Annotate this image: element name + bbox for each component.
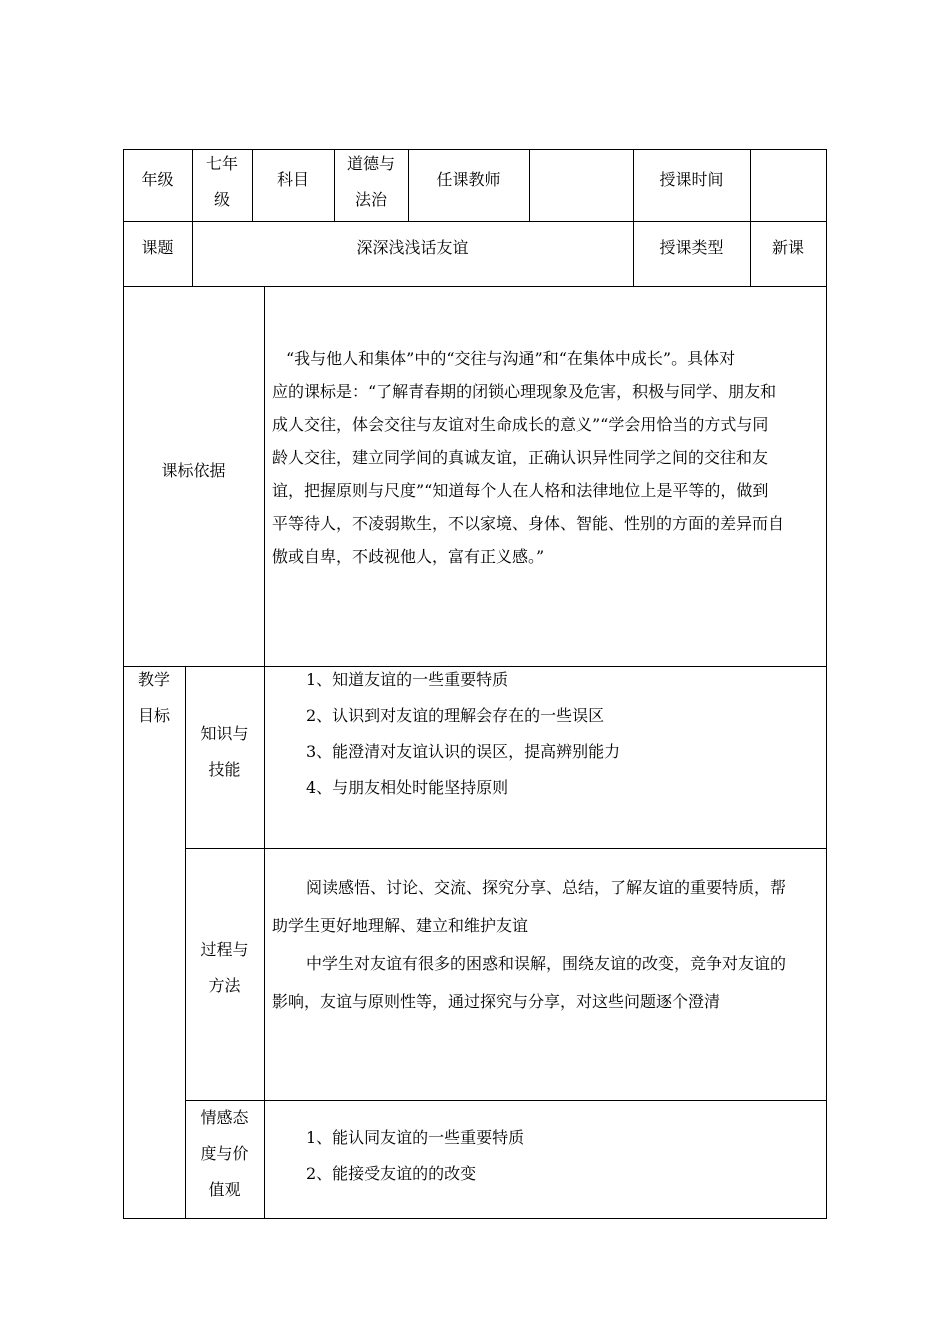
subject-value-line1: 道德与 xyxy=(346,154,395,173)
table-border-knowledge-bottom xyxy=(185,848,827,849)
table-border-right xyxy=(826,149,827,1219)
emotion-label-line3: 值观 xyxy=(208,1180,241,1199)
subject-value xyxy=(334,146,408,218)
process-label-line2: 方法 xyxy=(208,976,241,995)
teacher-label: 任课教师 xyxy=(436,170,501,189)
subject-label: 科目 xyxy=(276,170,309,189)
knowledge-item: 4、与朋友相处时能坚持原则 xyxy=(306,778,509,797)
row1-sep-5 xyxy=(529,149,530,221)
process-text xyxy=(272,869,822,1021)
topic-label: 课题 xyxy=(141,238,174,257)
topic-value: 深深浅浅话友谊 xyxy=(356,238,469,257)
type-label: 授课类型 xyxy=(659,238,724,257)
knowledge-item: 2、认识到对友谊的理解会存在的一些误区 xyxy=(306,706,605,725)
knowledge-label xyxy=(185,716,264,788)
basis-label: 课标依据 xyxy=(161,461,226,480)
basis-line-5: 谊，把握原则与尺度”“知道每个人在人格和法律地位上是平等的，做到 xyxy=(272,481,769,500)
basis-line-6: 平等待人，不凌弱欺生，不以家境、身体、智能、性别的方面的差异而自 xyxy=(272,514,785,533)
subject-value-line2: 法治 xyxy=(354,190,387,209)
emotion-label xyxy=(185,1100,264,1208)
emotion-label-line1: 情感态 xyxy=(200,1108,249,1127)
basis-line-4: 龄人交往，建立同学间的真诚友谊，正确认识异性同学之间的交往和友 xyxy=(272,448,769,467)
knowledge-item: 1、知道友谊的一些重要特质 xyxy=(306,670,509,689)
time-label: 授课时间 xyxy=(659,170,724,189)
table-border-row2 xyxy=(123,221,827,222)
grade-value xyxy=(192,146,252,218)
grade-value-line1: 七年 xyxy=(205,154,238,173)
process-line-4: 影响，友谊与原则性等，通过探究与分享，对这些问题逐个澄清 xyxy=(272,992,721,1011)
emotion-item: 1、能认同友谊的一些重要特质 xyxy=(306,1128,525,1147)
process-line-1: 阅读感悟、讨论、交流、探究分享、总结，了解友谊的重要特质，帮 xyxy=(306,878,787,897)
process-label xyxy=(185,932,264,1004)
basis-text xyxy=(272,342,822,573)
emotion-item: 2、能接受友谊的的改变 xyxy=(306,1164,477,1183)
emotion-label-line2: 度与价 xyxy=(200,1144,249,1163)
knowledge-label-line1: 知识与 xyxy=(200,724,249,743)
type-value: 新课 xyxy=(771,238,804,257)
grade-label: 年级 xyxy=(141,170,174,189)
grade-value-line2: 级 xyxy=(213,190,230,209)
basis-line-7: 傲或自卑，不歧视他人，富有正义感。” xyxy=(272,547,545,566)
knowledge-item: 3、能澄清对友谊认识的误区，提高辨别能力 xyxy=(306,742,621,761)
process-line-2: 助学生更好地理解、建立和维护友谊 xyxy=(272,916,529,935)
objectives-label-line2: 目标 xyxy=(137,706,170,725)
process-line-3: 中学生对友谊有很多的困惑和误解，围绕友谊的改变，竞争对友谊的 xyxy=(306,954,787,973)
objectives-label xyxy=(123,662,185,734)
objectives-label-line1: 教学 xyxy=(137,670,170,689)
knowledge-list xyxy=(306,662,816,806)
obj-sep-2 xyxy=(264,666,265,1219)
row3-sep-1 xyxy=(264,286,265,666)
table-border-bottom xyxy=(123,1218,827,1219)
basis-line-3: 成人交往，体会交往与友谊对生命成长的意义”“学会用恰当的方式与同 xyxy=(272,415,769,434)
table-border-row3 xyxy=(123,286,827,287)
basis-line-1: “我与他人和集体”中的“交往与沟通”和“在集体中成长”。具体对 xyxy=(286,349,736,368)
table-border-process-bottom xyxy=(185,1100,827,1101)
emotion-list xyxy=(306,1120,816,1192)
knowledge-label-line2: 技能 xyxy=(208,760,241,779)
process-label-line1: 过程与 xyxy=(200,940,249,959)
basis-line-2: 应的课标是：“了解青春期的闭锁心理现象及危害，积极与同学、朋友和 xyxy=(272,382,777,401)
